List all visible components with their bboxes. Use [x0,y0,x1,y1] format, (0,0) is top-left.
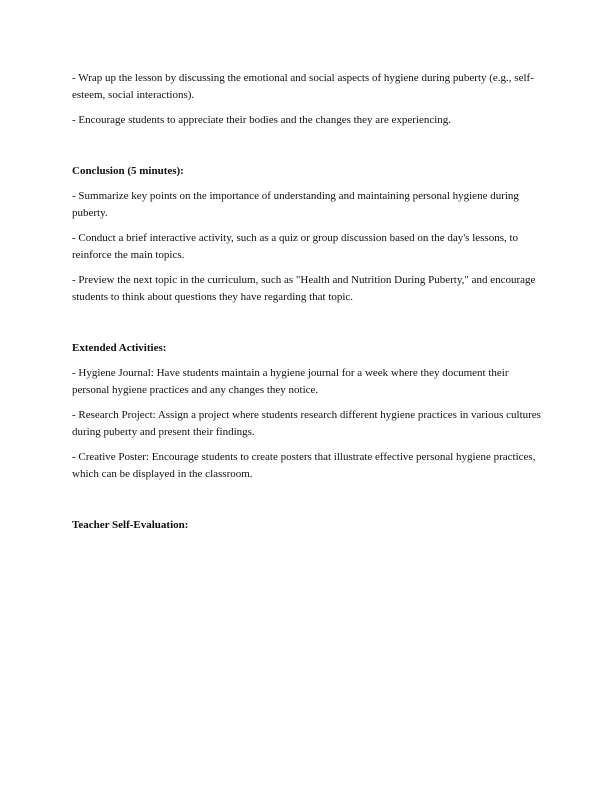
conclusion-item-preview-next-topic: - Preview the next topic in the curriculum, such as "Health and Nutrition During Puberty," and encourage students to think about questions they have regarding that topic. [72,274,536,303]
activity-item-research-project: - Research Project: Assign a project where students research different hygiene practices in various cultures during puberty and present their findings. [72,409,541,438]
self-evaluation-heading: Teacher Self-Evaluation: [72,519,189,531]
section-spacer [72,314,542,340]
conclusion-section [72,163,542,306]
conclusion-item-summarize: - Summarize key points on the importance of understanding and maintaining personal hygiene during puberty. [72,190,519,219]
intro-paragraph-appreciate-bodies: - Encourage students to appreciate their bodies and the changes they are experiencing. [72,114,452,126]
section-spacer [72,491,542,517]
self-evaluation-section [72,517,542,534]
activity-item-hygiene-journal: - Hygiene Journal: Have students maintain a hygiene journal for a week where they document their personal hygiene practices and any changes they notice. [72,367,509,396]
document-page [72,70,542,542]
conclusion-heading: Conclusion (5 minutes): [72,165,184,177]
conclusion-item-interactive-activity: - Conduct a brief interactive activity, such as a quiz or group discussion based on the day's lessons, to reinforce the main topics. [72,232,519,261]
intro-paragraph-emotional-social: - Wrap up the lesson by discussing the emotional and social aspects of hygiene during puberty (e.g., self-esteem, social interactions). [72,72,534,101]
extended-activities-section [72,340,542,483]
section-spacer [72,137,542,163]
extended-activities-heading: Extended Activities: [72,342,167,354]
activity-item-creative-poster: - Creative Poster: Encourage students to create posters that illustrate effective personal hygiene practices, which can be displayed in the classroom. [72,451,536,480]
